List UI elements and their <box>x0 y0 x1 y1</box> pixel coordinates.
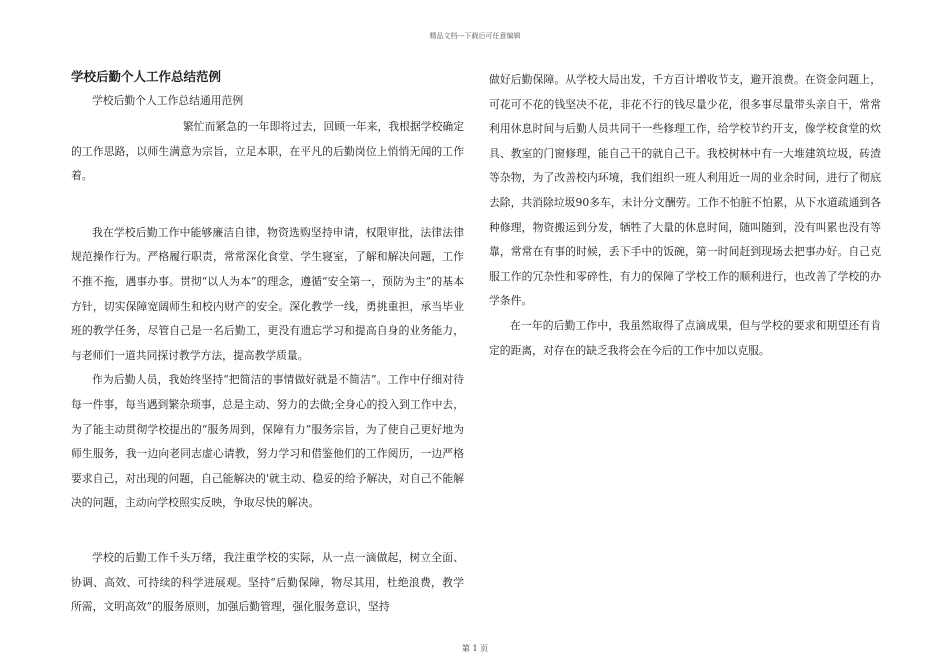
paragraph-intro: 繁忙而紧急的一年即将过去，回顾一年来，我根据学校确定的工作思路，以师生满意为宗旨，立足本职，在平凡的后勤岗位上悄悄无闻的工作着。 <box>71 120 464 183</box>
paragraph-principles: 学校的后勤工作千头万绪，我注重学校的实际，从一点一滴做起，树立全面、协调、高效、可持续的科学进展观。坚持“后勤保障，物尽其用，杜绝浪费，教学所需，文明高效”的服务原则，加强后勤管理，强化服务意识，坚持 <box>71 550 464 614</box>
document-subtitle: 学校后勤个人工作总结通用范例 <box>92 94 244 107</box>
document-title: 学校后勤个人工作总结范例 <box>71 69 222 84</box>
paragraph-conclusion: 在一年的后勤工作中，我虽然取得了点滴成果，但与学校的要求和期望还有肯定的距离，对存在的缺乏我将会在今后的工作中加以克服。 <box>489 318 881 357</box>
right-column <box>489 68 881 363</box>
paragraph-attitude: 作为后勤人员，我始终坚持“把简洁的事情做好就是不简洁”。工作中仔细对待每一件事，每当遇到繁杂琐事，总是主动、努力的去做;全身心的投入到工作中去，为了能主动贯彻学校提出的“服务周到，保障有力”服务宗旨，为了使自己更好地为师生服务，我一边向老同志虚心请教，努力学习和借鉴他们的工作阅历，一边严格要求自己，对出现的问题，自己能解决的'就主动、稳妥的给予解决，对自己不能解决的问题，主动向学校照实反映，争取尽快的解决。 <box>71 373 464 510</box>
paragraph-gap <box>71 189 464 221</box>
paragraph-discipline: 我在学校后勤工作中能够廉洁自律，物资选购坚持申请，权限审批，法律法律规范操作行为。严格履行职责，常常深化食堂、学生寝室，了解和解决问题，工作不推不拖，遇事办事。贯彻“以人为本”的理念，遵循“安全第一，预防为主”的基本方针，切实保障宽阔师生和校内财产的安全。深化教学一线，勇挑重担，承当毕业班的教学任务，尽管自己是一名后勤工，更没有遗忘学习和提高自身的业务能力，与老师们一道共同探讨教学方法，提高教学质量。 <box>71 225 464 362</box>
page-number: 第 1 页 <box>461 644 489 653</box>
paragraph-gap <box>71 516 464 546</box>
paragraph-principles-continued: 做好后勤保障。从学校大局出发，千方百计增收节支，避开浪费。在资金问题上，可花可不花的钱坚决不花，非花不行的钱尽量少花，很多事尽量带头亲自干，常常利用休息时间与后勤人员共同干一些修理工作，给学校节约开支，像学校食堂的炊具、教室的门窗修理，能自己干的就自己干。我校树林中有一大堆建筑垃圾，砖渣等杂物，为了改善校内环境，我们组织一班人利用近一周的业余时间，进行了彻底去除，共消除垃圾90多车，未计分文酬劳。工作不怕脏不怕累，从下水道疏通到各种修理，物资搬运到分发，牺牲了大量的休息时间，随叫随到，没有叫累也没有等靠，常常在有事的时候，丢下手中的饭碗，第一时间赶到现场去把事办好。自己克服工作的冗杂性和零碎性，有力的保障了学校工作的顺利进行，也改善了学校的办学条件。 <box>489 73 881 308</box>
left-column <box>71 68 464 620</box>
page-header: 精品文档---下载后可任意编辑 <box>429 32 521 40</box>
